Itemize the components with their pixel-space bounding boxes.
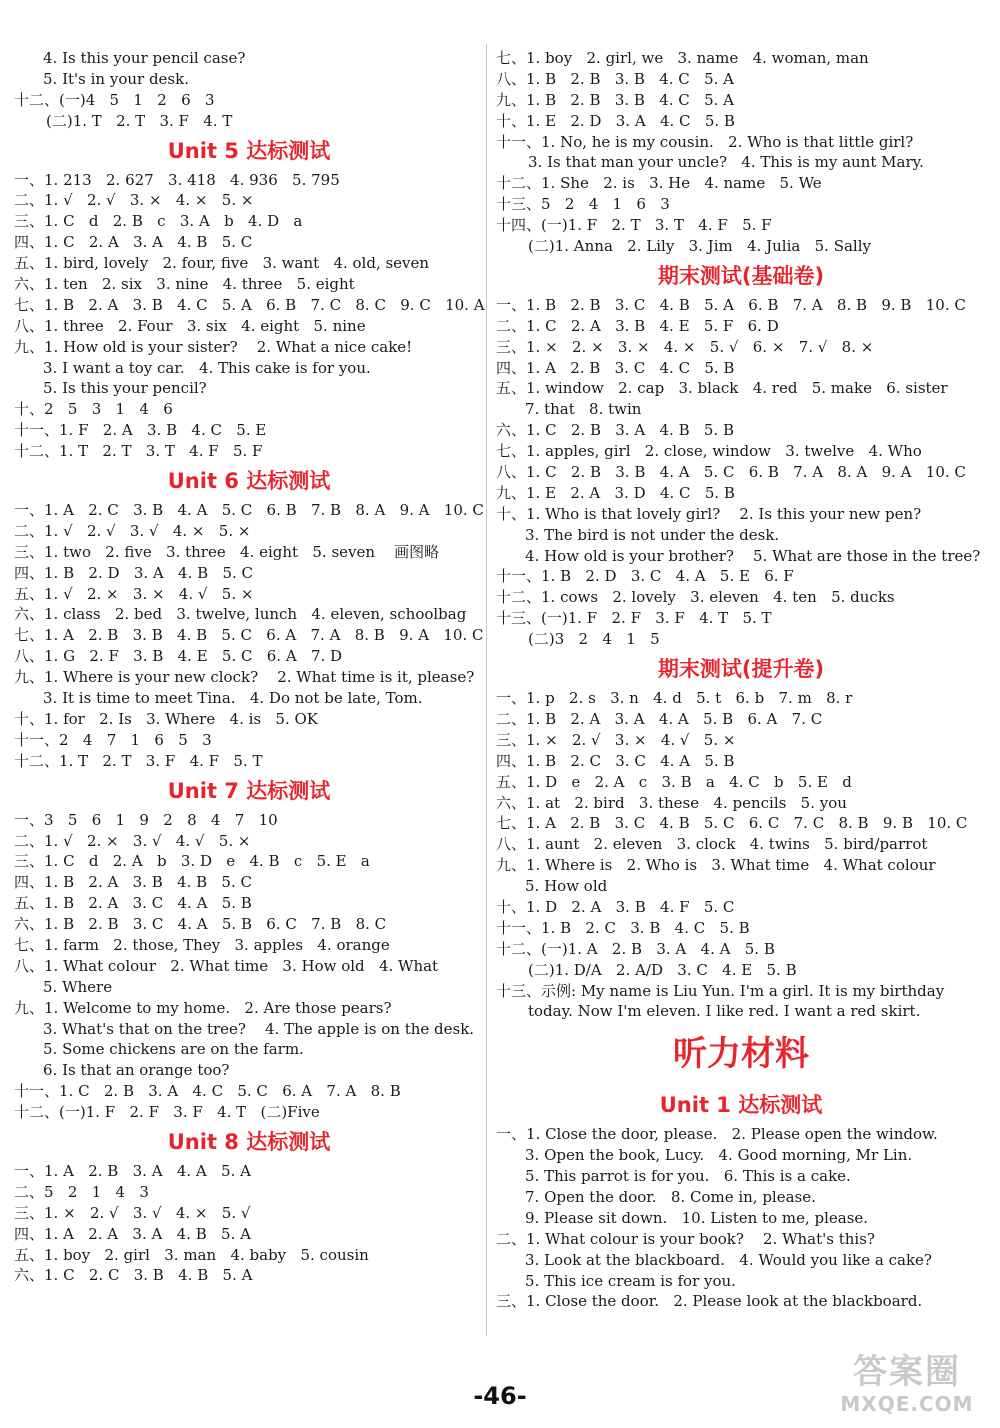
answer-line: 3. I want a toy car. 4. This cake is for you. bbox=[43, 358, 371, 377]
answer-line: 二、1. √ 2. √ 3. × 4. × 5. × bbox=[14, 191, 254, 210]
answer-line: 3. It is time to meet Tina. 4. Do not be late, Tom. bbox=[43, 689, 423, 708]
answer-line: 十一、1. No, he is my cousin. 2. Who is that little girl? bbox=[496, 132, 914, 151]
answer-line: 二、1. C 2. A 3. B 4. E 5. F 6. D bbox=[496, 316, 779, 335]
answer-line: 5. This parrot is for you. 6. This is a cake. bbox=[525, 1167, 851, 1186]
answer-line: 七、1. A 2. B 3. C 4. B 5. C 6. C 7. C 8. B 9. B 10. C bbox=[496, 814, 968, 833]
section-heading: 期末测试(基础卷) bbox=[657, 263, 825, 288]
answer-line: 四、1. B 2. C 3. C 4. A 5. B bbox=[496, 751, 735, 770]
answer-line: 3. The bird is not under the desk. bbox=[525, 525, 780, 544]
answer-line: 七、1. A 2. B 3. B 4. B 5. C 6. A 7. A 8. B 9. A 10. C bbox=[14, 626, 484, 645]
answer-line: 六、1. C 2. B 3. A 4. B 5. B bbox=[496, 421, 734, 440]
answer-line: 二、1. B 2. A 3. A 4. A 5. B 6. A 7. C bbox=[496, 709, 823, 728]
answer-line: 7. that 8. twin bbox=[525, 400, 642, 419]
answer-line: 二、1. What colour is your book? 2. What's this? bbox=[496, 1229, 875, 1248]
answer-line: 三、1. C d 2. B c 3. A b 4. D a bbox=[14, 212, 303, 231]
answer-line: 八、1. aunt 2. eleven 3. clock 4. twins 5. bird/parrot bbox=[496, 835, 928, 854]
answer-line: 一、1. A 2. C 3. B 4. A 5. C 6. B 7. B 8. A 9. A 10. C bbox=[14, 501, 484, 520]
section-heading: Unit 1 达标测试 bbox=[659, 1093, 823, 1118]
answer-line: 七、1. apples, girl 2. close, window 3. twelve 4. Who bbox=[496, 442, 922, 461]
answer-line: 八、1. What colour 2. What time 3. How old 4. What bbox=[14, 956, 439, 975]
section-heading: Unit 8 达标测试 bbox=[167, 1129, 331, 1154]
answer-line: 十、1. D 2. A 3. B 4. F 5. C bbox=[496, 897, 735, 916]
answer-line: 十一、1. B 2. D 3. C 4. A 5. E 6. F bbox=[496, 567, 794, 586]
answer-line: 十二、(一)1. A 2. B 3. A 4. A 5. B bbox=[496, 939, 775, 958]
answer-line: 一、1. B 2. B 3. C 4. B 5. A 6. B 7. A 8. B 9. B 10. C bbox=[496, 295, 966, 314]
watermark-logo-text: 答案圈 bbox=[853, 1352, 961, 1392]
answer-line: 三、1. × 2. √ 3. √ 4. × 5. √ bbox=[14, 1203, 251, 1222]
answer-line: 九、1. How old is your sister? 2. What a nice cake! bbox=[14, 337, 413, 356]
answer-line: 九、1. Welcome to my home. 2. Are those pears? bbox=[14, 998, 392, 1017]
answer-line: 一、1. p 2. s 3. n 4. d 5. t 6. b 7. m 8. r bbox=[496, 689, 853, 708]
answer-line: (二)3 2 4 1 5 bbox=[528, 630, 660, 649]
answer-line: 十一、2 4 7 1 6 5 3 bbox=[14, 730, 212, 749]
answer-line: 九、1. Where is your new clock? 2. What time is it, please? bbox=[14, 668, 475, 687]
answer-line: 十二、1. She 2. is 3. He 4. name 5. We bbox=[496, 174, 822, 193]
answer-line: 十二、(一)4 5 1 2 6 3 bbox=[14, 90, 215, 109]
answer-line: 九、1. Where is 2. Who is 3. What time 4. What colour bbox=[496, 856, 936, 875]
answer-line: 十四、(一)1. F 2. T 3. T 4. F 5. F bbox=[496, 216, 772, 235]
answer-line: 3. Look at the blackboard. 4. Would you like a cake? bbox=[525, 1250, 932, 1269]
column-divider bbox=[486, 44, 487, 1336]
answer-line: 三、1. two 2. five 3. three 4. eight 5. seven 画图略 bbox=[14, 542, 440, 561]
answer-line: 3. Is that man your uncle? 4. This is my aunt Mary. bbox=[528, 153, 924, 172]
answer-line: 一、1. 213 2. 627 3. 418 4. 936 5. 795 bbox=[14, 170, 340, 189]
answer-line: 三、1. × 2. √ 3. × 4. √ 5. × bbox=[496, 730, 736, 749]
answer-line: 九、1. E 2. A 3. D 4. C 5. B bbox=[496, 483, 735, 502]
answer-line: 十、1. Who is that lovely girl? 2. Is this your new pen? bbox=[496, 504, 922, 523]
listening-material-heading: 听力材料 bbox=[673, 1034, 809, 1075]
answer-line: (二)1. D/A 2. A/D 3. C 4. E 5. B bbox=[528, 960, 797, 979]
answer-line: 六、1. B 2. B 3. C 4. A 5. B 6. C 7. B 8. C bbox=[14, 915, 387, 934]
answer-line: 五、1. B 2. A 3. C 4. A 5. B bbox=[14, 894, 252, 913]
answer-line: 三、1. C d 2. A b 3. D e 4. B c 5. E a bbox=[14, 852, 370, 871]
answer-line: (二)1. Anna 2. Lily 3. Jim 4. Julia 5. Sally bbox=[528, 237, 871, 256]
answer-line: 5. Is this your pencil? bbox=[43, 379, 207, 398]
answer-line: 十一、1. B 2. C 3. B 4. C 5. B bbox=[496, 918, 750, 937]
answer-line: 五、1. bird, lovely 2. four, five 3. want 4. old, seven bbox=[14, 254, 430, 273]
answer-line: 八、1. three 2. Four 3. six 4. eight 5. nine bbox=[14, 316, 366, 335]
answer-line: 二、1. √ 2. √ 3. √ 4. × 5. × bbox=[14, 521, 251, 540]
answer-line: 十二、1. T 2. T 3. F 4. F 5. T bbox=[14, 751, 263, 770]
answer-line: 十二、(一)1. F 2. F 3. F 4. T (二)Five bbox=[14, 1103, 320, 1122]
watermark bbox=[832, 1352, 982, 1422]
answer-line: 一、1. A 2. B 3. A 4. A 5. A bbox=[14, 1161, 251, 1180]
answer-line: 三、1. × 2. × 3. × 4. × 5. √ 6. × 7. √ 8. × bbox=[496, 337, 874, 356]
answer-line: 4. How old is your brother? 5. What are those in the tree? bbox=[525, 546, 981, 565]
answer-line: 十、1. E 2. D 3. A 4. C 5. B bbox=[496, 111, 735, 130]
answer-line: 六、1. at 2. bird 3. these 4. pencils 5. you bbox=[496, 793, 847, 812]
answer-line: 5. Some chickens are on the farm. bbox=[43, 1040, 304, 1059]
answer-line: 六、1. ten 2. six 3. nine 4. three 5. eight bbox=[14, 275, 355, 294]
answer-line: 八、1. B 2. B 3. B 4. C 5. A bbox=[496, 69, 734, 88]
answer-line: 十、1. for 2. Is 3. Where 4. is 5. OK bbox=[14, 709, 318, 728]
answer-line: 4. Is this your pencil case? bbox=[43, 49, 246, 67]
answer-line: 五、1. window 2. cap 3. black 4. red 5. make 6. sister bbox=[496, 379, 948, 398]
answer-line: (二)1. T 2. T 3. F 4. T bbox=[46, 111, 233, 130]
answer-line: 四、1. B 2. D 3. A 4. B 5. C bbox=[14, 563, 253, 582]
right-column bbox=[496, 48, 986, 1312]
answer-line: 十一、1. F 2. A 3. B 4. C 5. E bbox=[14, 421, 267, 440]
answer-line: 一、3 5 6 1 9 2 8 4 7 10 bbox=[14, 810, 278, 829]
answer-line: 一、1. Close the door, please. 2. Please open the window. bbox=[496, 1125, 938, 1144]
answer-line: 十三、5 2 4 1 6 3 bbox=[496, 195, 670, 214]
answer-line: 3. Open the book, Lucy. 4. Good morning, Mr Lin. bbox=[525, 1146, 913, 1165]
answer-line: 5. It's in your desk. bbox=[43, 69, 189, 88]
answer-line: 十三、示例: My name is Liu Yun. I'm a girl. It is my birthday bbox=[496, 981, 945, 1000]
answer-line: 七、1. boy 2. girl, we 3. name 4. woman, man bbox=[496, 49, 869, 67]
answer-line: 二、5 2 1 4 3 bbox=[14, 1182, 149, 1201]
section-heading: Unit 7 达标测试 bbox=[167, 778, 331, 803]
answer-line: 四、1. C 2. A 3. A 4. B 5. C bbox=[14, 233, 253, 252]
answer-line: 9. Please sit down. 10. Listen to me, please. bbox=[525, 1208, 869, 1227]
answer-line: 六、1. class 2. bed 3. twelve, lunch 4. eleven, schoolbag bbox=[14, 605, 467, 624]
page-number: -46- bbox=[473, 1382, 527, 1410]
answer-line: 5. How old bbox=[525, 877, 608, 896]
answer-line: 十一、1. C 2. B 3. A 4. C 5. C 6. A 7. A 8. B bbox=[14, 1082, 401, 1101]
answer-line: 十三、(一)1. F 2. F 3. F 4. T 5. T bbox=[496, 609, 772, 628]
answer-line: 五、1. √ 2. × 3. × 4. √ 5. × bbox=[14, 584, 254, 603]
answer-line: 五、1. D e 2. A c 3. B a 4. C b 5. E d bbox=[496, 772, 852, 791]
answer-line: 九、1. B 2. B 3. B 4. C 5. A bbox=[496, 90, 734, 109]
answer-line: today. Now I'm eleven. I like red. I want a red skirt. bbox=[528, 1002, 921, 1021]
answer-line: 十二、1. T 2. T 3. T 4. F 5. F bbox=[14, 442, 263, 461]
answer-line: 七、1. B 2. A 3. B 4. C 5. A 6. B 7. C 8. C 9. C 10. A bbox=[14, 295, 485, 314]
section-heading: 期末测试(提升卷) bbox=[657, 657, 825, 682]
answer-line: 5. This ice cream is for you. bbox=[525, 1271, 736, 1290]
watermark-url: MXQE.COM bbox=[840, 1392, 974, 1416]
answer-line: 四、1. A 2. A 3. A 4. B 5. A bbox=[14, 1224, 251, 1243]
section-heading: Unit 5 达标测试 bbox=[167, 138, 331, 163]
answer-line: 3. What's that on the tree? 4. The apple is on the desk. bbox=[43, 1019, 475, 1038]
answer-line: 三、1. Close the door. 2. Please look at the blackboard. bbox=[496, 1292, 923, 1311]
answer-line: 十、2 5 3 1 4 6 bbox=[14, 400, 173, 419]
answer-line: 八、1. C 2. B 3. B 4. A 5. C 6. B 7. A 8. A 9. A 10. C bbox=[496, 463, 966, 482]
answer-line: 6. Is that an orange too? bbox=[43, 1061, 230, 1080]
section-heading: Unit 6 达标测试 bbox=[167, 469, 331, 494]
answer-line: 七、1. farm 2. those, They 3. apples 4. orange bbox=[14, 935, 390, 954]
answer-line: 十二、1. cows 2. lovely 3. eleven 4. ten 5. ducks bbox=[496, 588, 895, 607]
answer-line: 二、1. √ 2. × 3. √ 4. √ 5. × bbox=[14, 831, 251, 850]
answer-line: 六、1. C 2. C 3. B 4. B 5. A bbox=[14, 1266, 253, 1285]
answer-line: 五、1. boy 2. girl 3. man 4. baby 5. cousin bbox=[14, 1245, 369, 1264]
answer-line: 5. Where bbox=[43, 977, 113, 996]
left-column bbox=[14, 48, 484, 1286]
answer-line: 八、1. G 2. F 3. B 4. E 5. C 6. A 7. D bbox=[14, 647, 343, 666]
answer-line: 四、1. B 2. A 3. B 4. B 5. C bbox=[14, 873, 252, 892]
answer-line: 7. Open the door. 8. Come in, please. bbox=[525, 1187, 816, 1206]
answer-line: 四、1. A 2. B 3. C 4. C 5. B bbox=[496, 358, 735, 377]
